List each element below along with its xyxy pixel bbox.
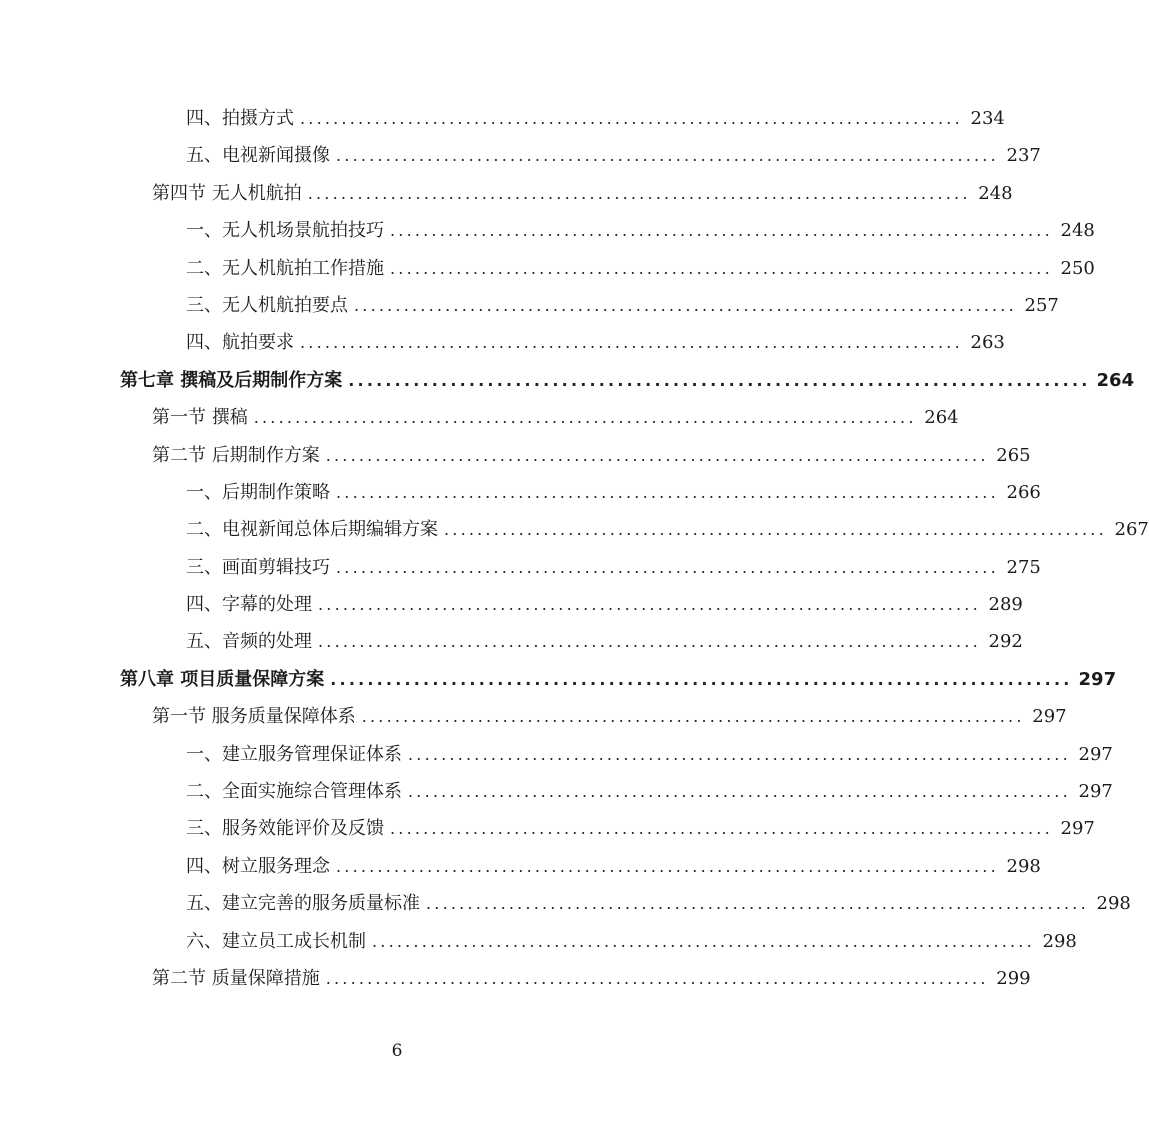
toc-entry-label: 第八章 项目质量保障方案 [120, 668, 325, 690]
toc-entry-label: 第七章 撰稿及后期制作方案 [120, 369, 343, 391]
toc-entry-label: 一、后期制作策略 [186, 481, 330, 503]
toc-entry-page: 298 [1042, 930, 1077, 952]
toc-entry[interactable] [186, 100, 1005, 137]
toc-entry[interactable] [186, 212, 1095, 249]
toc-entry[interactable] [186, 736, 1113, 773]
toc-section[interactable] [152, 698, 1067, 735]
toc-leader-dots: ................................................................................ [300, 333, 963, 353]
toc-section[interactable] [152, 437, 1031, 474]
toc-entry-label: 二、电视新闻总体后期编辑方案 [186, 519, 438, 541]
toc-entry[interactable] [186, 810, 1095, 847]
toc-leader-dots: ................................................................................ [336, 856, 999, 876]
toc-leader-dots: ................................................................................ [408, 782, 1071, 802]
toc-leader-dots: ................................................................................ [372, 931, 1035, 951]
toc-entry-label: 第一节 服务质量保障体系 [152, 706, 356, 728]
toc-entry-label: 三、无人机航拍要点 [186, 294, 348, 316]
toc-entry-page: 297 [1078, 743, 1113, 765]
toc-entry-page: 297 [1032, 706, 1067, 728]
toc-entry-label: 三、服务效能评价及反馈 [186, 818, 384, 840]
toc-entry[interactable] [186, 287, 1059, 324]
toc-leader-dots: ................................................................................ [318, 595, 981, 615]
toc-leader-dots: ................................................................................ [390, 221, 1053, 241]
toc-entry-page: 266 [1006, 481, 1041, 503]
toc-entry-label: 五、电视新闻摄像 [186, 145, 330, 167]
toc-leader-dots: ................................................................................ [307, 183, 971, 203]
toc-entry-page: 297 [1078, 781, 1113, 803]
toc-entry[interactable] [186, 586, 1023, 623]
toc-leader-dots: ................................................................................ [336, 482, 999, 502]
toc-entry-label: 五、建立完善的服务质量标准 [186, 893, 420, 915]
toc-section[interactable] [152, 960, 1031, 997]
toc-leader-dots: ................................................................................ [444, 520, 1107, 540]
toc-leader-dots: ................................................................................ [330, 669, 1073, 689]
toc-entry[interactable] [186, 923, 1077, 960]
toc-entry[interactable] [186, 137, 1041, 174]
toc-leader-dots: ................................................................................ [354, 295, 1017, 315]
toc-leader-dots: ................................................................................ [390, 819, 1053, 839]
page-number: 6 [391, 1041, 403, 1061]
toc-entry[interactable] [186, 511, 1149, 548]
toc-entry-page: 299 [996, 967, 1031, 989]
toc-entry[interactable] [186, 623, 1023, 660]
table-of-contents [0, 100, 1149, 997]
toc-entry-label: 三、画面剪辑技巧 [186, 556, 330, 578]
toc-entry[interactable] [186, 324, 1005, 361]
toc-leader-dots: ................................................................................ [336, 146, 999, 166]
toc-entry-page: 250 [1060, 257, 1095, 279]
toc-leader-dots: ................................................................................ [318, 632, 981, 652]
toc-entry-page: 237 [1006, 145, 1041, 167]
toc-leader-dots: ................................................................................ [253, 408, 917, 428]
toc-entry[interactable] [186, 885, 1131, 922]
toc-entry-page: 298 [1006, 855, 1041, 877]
toc-entry-page: 275 [1006, 556, 1041, 578]
toc-entry-page: 248 [1060, 220, 1095, 242]
toc-entry-page: 292 [988, 631, 1023, 653]
toc-entry[interactable] [186, 773, 1113, 810]
toc-entry-page: 257 [1024, 294, 1059, 316]
toc-entry[interactable] [186, 474, 1041, 511]
toc-entry-label: 一、无人机场景航拍技巧 [186, 220, 384, 242]
toc-entry-label: 二、全面实施综合管理体系 [186, 781, 402, 803]
toc-entry-page: 298 [1096, 893, 1131, 915]
toc-entry-page: 234 [970, 108, 1005, 129]
toc-entry-label: 五、音频的处理 [186, 631, 312, 653]
toc-entry-page: 264 [1096, 369, 1135, 391]
toc-entry[interactable] [186, 848, 1041, 885]
toc-leader-dots: ................................................................................ [300, 109, 963, 128]
toc-entry[interactable] [186, 250, 1095, 287]
toc-entry-page: 267 [1114, 519, 1149, 541]
toc-entry-label: 四、拍摄方式 [186, 108, 294, 129]
toc-entry-page: 289 [988, 594, 1023, 616]
toc-entry[interactable] [186, 549, 1041, 586]
toc-entry-label: 第二节 后期制作方案 [152, 444, 320, 466]
toc-leader-dots: ................................................................................ [408, 744, 1071, 764]
toc-entry-page: 297 [1078, 668, 1117, 690]
toc-section[interactable] [152, 175, 1013, 212]
toc-entry-label: 四、树立服务理念 [186, 855, 330, 877]
toc-leader-dots: ................................................................................ [336, 557, 999, 577]
toc-entry-page: 297 [1060, 818, 1095, 840]
toc-leader-dots: ................................................................................ [348, 370, 1091, 390]
toc-entry-label: 四、航拍要求 [186, 332, 294, 354]
toc-entry-label: 第一节 撰稿 [152, 407, 248, 429]
toc-entry-page: 265 [996, 444, 1031, 466]
toc-entry-label: 二、无人机航拍工作措施 [186, 257, 384, 279]
toc-leader-dots: ................................................................................ [361, 707, 1025, 727]
toc-entry-label: 四、字幕的处理 [186, 594, 312, 616]
toc-section[interactable] [152, 399, 959, 436]
toc-entry-label: 六、建立员工成长机制 [186, 930, 366, 952]
toc-leader-dots: ................................................................................ [426, 894, 1089, 914]
toc-entry-page: 248 [978, 182, 1013, 204]
toc-leader-dots: ................................................................................ [325, 445, 989, 465]
toc-entry-page: 264 [924, 407, 959, 429]
toc-entry-label: 第二节 质量保障措施 [152, 967, 320, 989]
toc-entry-page: 263 [970, 332, 1005, 354]
toc-chapter[interactable] [120, 661, 1117, 698]
toc-leader-dots: ................................................................................ [325, 968, 989, 988]
toc-leader-dots: ................................................................................ [390, 258, 1053, 278]
toc-entry-label: 一、建立服务管理保证体系 [186, 743, 402, 765]
toc-chapter[interactable] [120, 362, 1135, 399]
toc-entry-label: 第四节 无人机航拍 [152, 182, 302, 204]
